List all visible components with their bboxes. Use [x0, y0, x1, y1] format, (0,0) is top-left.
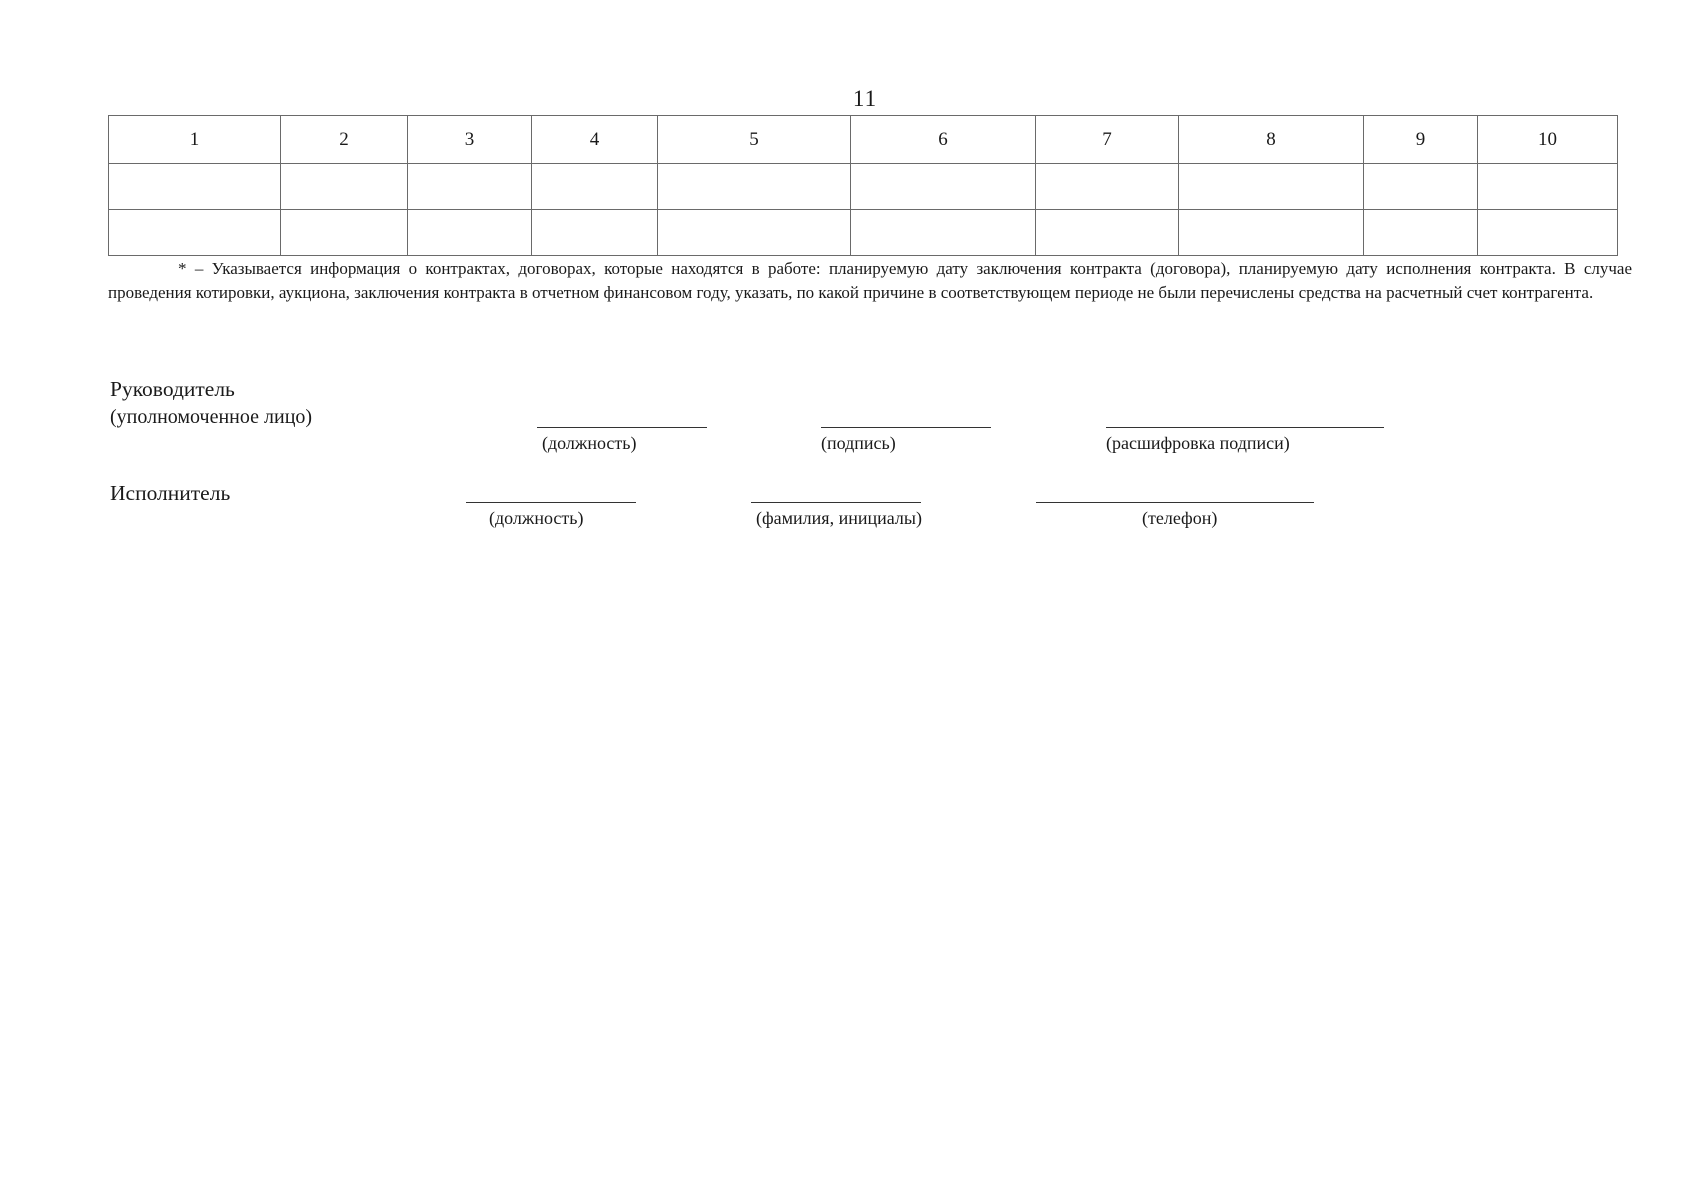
- table-cell[interactable]: [1364, 164, 1478, 210]
- table-cell[interactable]: [1179, 210, 1364, 256]
- column-number-cell: 1: [109, 116, 281, 164]
- table-cell[interactable]: [658, 164, 851, 210]
- executor-phone-line[interactable]: [1036, 502, 1314, 503]
- head-decoding-line[interactable]: [1106, 427, 1384, 428]
- head-position-caption: (должность): [542, 433, 637, 453]
- table-cell[interactable]: [658, 210, 851, 256]
- column-number-cell: 3: [408, 116, 532, 164]
- table-row: [109, 210, 1618, 256]
- table-cell[interactable]: [281, 164, 408, 210]
- table-cell[interactable]: [281, 210, 408, 256]
- column-number-cell: 2: [281, 116, 408, 164]
- column-number-cell: 9: [1364, 116, 1478, 164]
- table-cell[interactable]: [1036, 210, 1179, 256]
- table-cell[interactable]: [109, 164, 281, 210]
- column-number-cell: 7: [1036, 116, 1179, 164]
- table-cell[interactable]: [851, 210, 1036, 256]
- executor-position-line[interactable]: [466, 502, 636, 503]
- table-cell[interactable]: [851, 164, 1036, 210]
- table-cell[interactable]: [1478, 164, 1618, 210]
- table-cell[interactable]: [532, 164, 658, 210]
- executor-phone-caption: (телефон): [1142, 508, 1218, 528]
- executor-position-caption: (должность): [489, 508, 584, 528]
- head-position-line[interactable]: [537, 427, 707, 428]
- table-cell[interactable]: [408, 210, 532, 256]
- table-cell[interactable]: [109, 210, 281, 256]
- table-header-row: [109, 116, 1618, 164]
- column-number-cell: 5: [658, 116, 851, 164]
- column-number-cell: 6: [851, 116, 1036, 164]
- contracts-table: [108, 115, 1618, 256]
- executor-name-line[interactable]: [751, 502, 921, 503]
- footnote: * – Указывается информация о контрактах, договорах, которые находятся в работе: планируемую дату заключения контракта (договора), планируемую дату исполнения контракта. В случае проведения котировки, аукциона, заключения контракта в отчетном финансовом году, указать, по какой причине в соответствующем периоде не были перечислены средства на расчетный счет контрагента.: [108, 259, 1632, 302]
- column-number-cell: 10: [1478, 116, 1618, 164]
- head-signature-caption: (подпись): [821, 433, 896, 453]
- table-cell[interactable]: [1478, 210, 1618, 256]
- head-title: Руководитель: [110, 377, 235, 401]
- head-signature-line[interactable]: [821, 427, 991, 428]
- executor-name-caption: (фамилия, инициалы): [756, 508, 922, 528]
- column-number-cell: 8: [1179, 116, 1364, 164]
- column-number-cell: 4: [532, 116, 658, 164]
- table-cell[interactable]: [1036, 164, 1179, 210]
- table-row: [109, 164, 1618, 210]
- table-cell[interactable]: [1364, 210, 1478, 256]
- page-number: 11: [852, 86, 878, 111]
- table-cell[interactable]: [532, 210, 658, 256]
- table-cell[interactable]: [408, 164, 532, 210]
- table-cell[interactable]: [1179, 164, 1364, 210]
- executor-title: Исполнитель: [110, 481, 231, 505]
- head-decoding-caption: (расшифровка подписи): [1106, 433, 1290, 453]
- head-subtitle: (уполномоченное лицо): [110, 406, 313, 428]
